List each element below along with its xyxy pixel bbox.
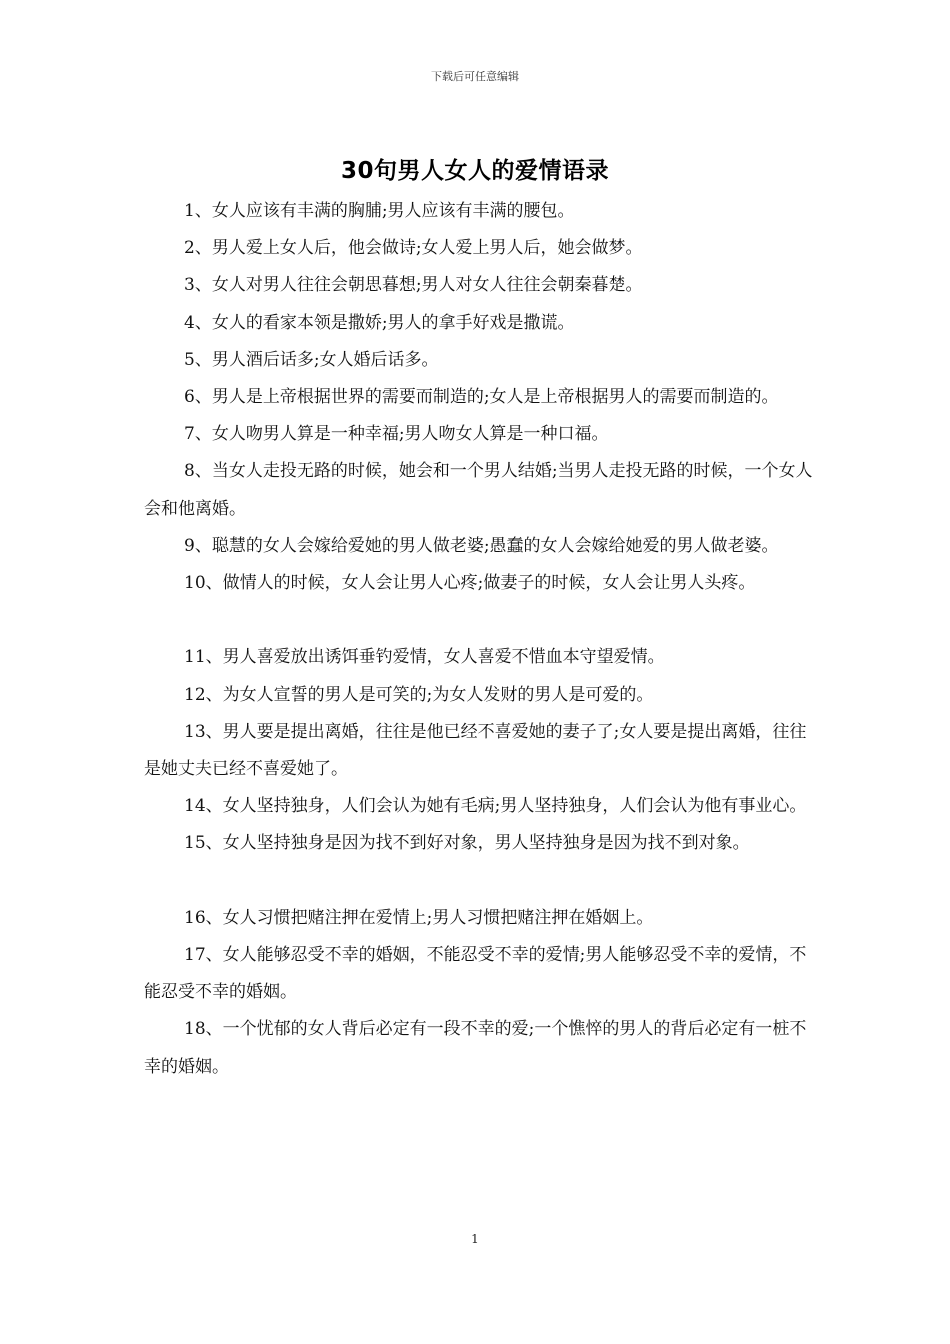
- document-body: [144, 193, 820, 1086]
- quote-paragraph: 11、男人喜爱放出诱饵垂钓爱情，女人喜爱不惜血本守望爱情。: [184, 647, 665, 668]
- quote-paragraph: 2、男人爱上女人后，他会做诗;女人爱上男人后，她会做梦。: [184, 238, 643, 259]
- quote-paragraph: 6、男人是上帝根据世界的需要而制造的;女人是上帝根据男人的需要而制造的。: [184, 387, 779, 408]
- blank-line: [144, 602, 820, 639]
- page-number: 1: [471, 1232, 479, 1246]
- quote-paragraph: 10、做情人的时候，女人会让男人心疼;做妻子的时候，女人会让男人头疼。: [184, 573, 756, 594]
- quote-paragraph: 14、女人坚持独身，人们会认为她有毛病;男人坚持独身，人们会认为他有事业心。: [184, 796, 807, 817]
- quote-paragraph: 4、女人的看家本领是撒娇;男人的拿手好戏是撒谎。: [184, 312, 575, 333]
- blank-line: [144, 863, 820, 900]
- quote-paragraph: 1、女人应该有丰满的胸脯;男人应该有丰满的腰包。: [184, 201, 575, 221]
- quote-paragraph: 13、男人要是提出离婚，往往是他已经不喜爱她的妻子了;女人要是提出离婚，往往是她丈夫已经不喜爱她了。: [144, 721, 807, 780]
- quote-paragraph: 12、为女人宣誓的男人是可笑的;为女人发财的男人是可爱的。: [184, 684, 654, 705]
- quote-paragraph: 17、女人能够忍受不幸的婚姻，不能忍受不幸的爱情;男人能够忍受不幸的爱情，不能忍受不幸的婚姻。: [144, 945, 807, 1003]
- document-title: 30句男人女人的爱情语录: [340, 158, 609, 184]
- quote-paragraph: 9、聪慧的女人会嫁给爱她的男人做老婆;愚蠢的女人会嫁给她爱的男人做老婆。: [184, 535, 779, 556]
- quote-paragraph: 7、女人吻男人算是一种幸福;男人吻女人算是一种口福。: [184, 424, 609, 445]
- quote-paragraph: 16、女人习惯把赌注押在爱情上;男人习惯把赌注押在婚姻上。: [184, 907, 654, 928]
- quote-paragraph: 3、女人对男人往往会朝思暮想;男人对女人往往会朝秦暮楚。: [184, 275, 643, 296]
- page-header-note: 下载后可任意编辑: [431, 70, 519, 83]
- quote-paragraph: 5、男人酒后话多;女人婚后话多。: [184, 349, 439, 370]
- quote-paragraph: 8、当女人走投无路的时候，她会和一个男人结婚;当男人走投无路的时候，一个女人会和他离婚。: [144, 461, 813, 519]
- quote-paragraph: 18、一个忧郁的女人背后必定有一段不幸的爱;一个憔悴的男人的背后必定有一桩不幸的婚姻。: [144, 1019, 807, 1077]
- quote-paragraph: 15、女人坚持独身是因为找不到好对象，男人坚持独身是因为找不到对象。: [184, 833, 750, 854]
